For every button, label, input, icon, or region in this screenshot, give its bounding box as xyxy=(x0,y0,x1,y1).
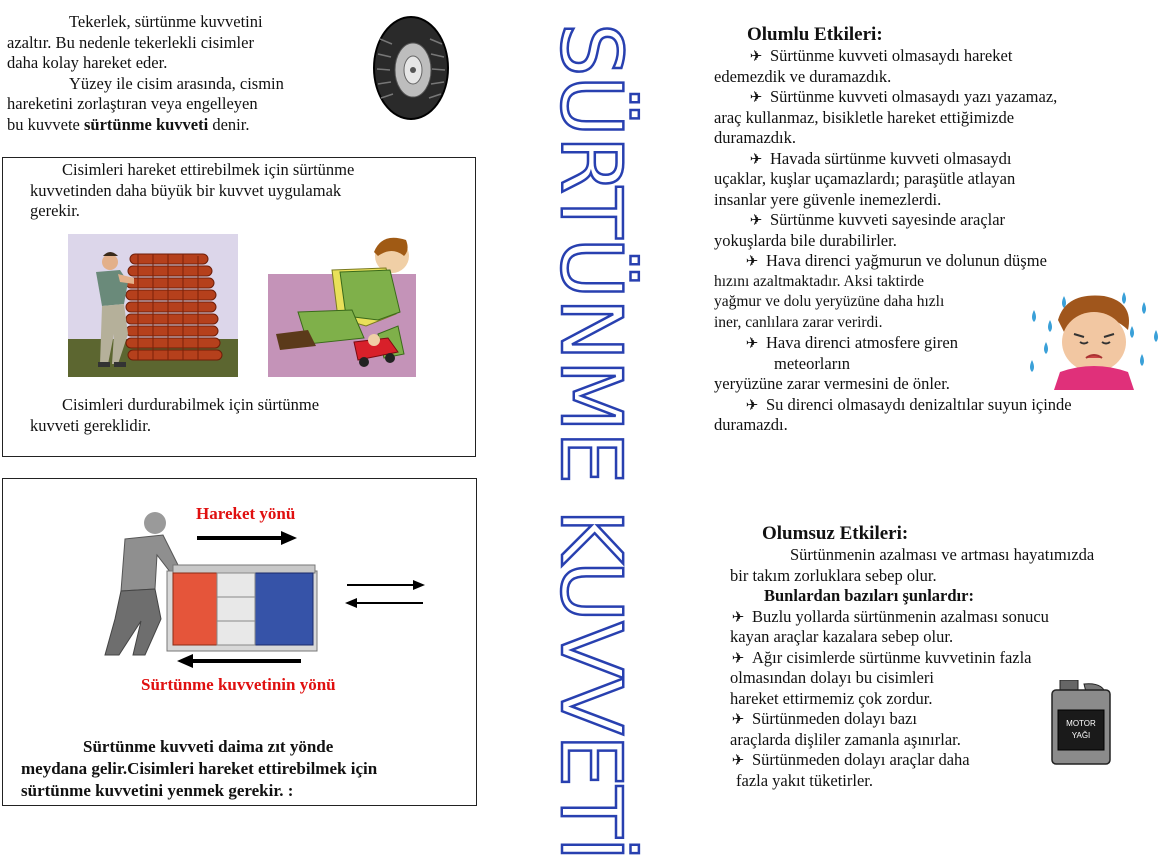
intro-line: azaltır. Bu nedenle tekerlekli cisimler xyxy=(7,32,254,52)
airplane-icon: ✈ xyxy=(745,334,759,352)
airplane-icon: ✈ xyxy=(731,648,745,667)
box-motion-and-stop xyxy=(2,157,476,457)
box1-line: kuvveti gereklidir. xyxy=(30,415,151,435)
airplane-icon: ✈ xyxy=(731,607,745,626)
intro-text xyxy=(7,12,367,135)
intro-line: Yüzey ile cisim arasında, cismin xyxy=(69,73,284,93)
negative-item: ✈ Sürtünmeden dolayı bazı araçlarda dişliler zamanla aşınırlar. xyxy=(730,709,961,749)
negative-item: ✈ Sürtünmeden dolayı araçlar daha fazla yakıt tüketirler. xyxy=(731,750,970,790)
positive-heading: Olumlu Etkileri: xyxy=(747,24,883,45)
child-pushing-toy-car-image xyxy=(268,234,416,377)
intro-line: Tekerlek, sürtünme kuvvetini xyxy=(69,12,263,31)
negative-heading: Olumsuz Etkileri: xyxy=(762,523,909,544)
intro-bold-term: sürtünme kuvveti xyxy=(83,114,209,134)
opposing-arrows-icon xyxy=(343,577,427,611)
positive-item: ✈ Sürtünme kuvveti olmasaydı yazı yazamaz, araç kullanmaz, bisikletle hareket ettiğimizde duramazdık. xyxy=(714,87,1058,147)
positive-item: ✈ Su direnci olmasaydı denizaltılar suyun içinde duramazdı. xyxy=(714,394,1072,434)
box1-bottom-text xyxy=(30,395,470,436)
airplane-icon: ✈ xyxy=(745,395,759,414)
intro-line: daha kolay hareket eder. xyxy=(7,53,168,72)
box1-line: Cisimleri hareket ettirebilmek için sürtünme xyxy=(62,160,355,179)
negative-item: ✈ Ağır cisimlerde sürtünme kuvvetinin fazla olmasından dolayı bu cisimleri hareket ettirmemiz çok zordur. xyxy=(730,647,1032,708)
box2-line: sürtünme kuvvetini yenmek gerekir. : xyxy=(21,781,294,800)
negative-intro-line: bir takım zorluklara sebep olur. xyxy=(730,565,937,585)
box1-top-text xyxy=(30,160,470,222)
oil-label-line2: YAĞI xyxy=(1071,731,1091,740)
friction-arrow xyxy=(177,653,301,669)
positive-item: ✈ Hava direnci atmosfere giren meteorların yeryüzüne zarar vermesini de önler. xyxy=(714,333,958,393)
positive-item: ✈ Hava direnci yağmurun ve dolunun düşme hızını azaltmaktadır. Aksi taktirde yağmur ve dolu yeryüzüne daha hızlı iner, canlılara zarar verirdi. xyxy=(714,251,1047,331)
negative-item: ✈ Buzlu yollarda sürtünmenin azalması sonucu kayan araçlar kazalara sebep olur. xyxy=(730,606,1049,646)
movement-direction-label: Hareket yönü xyxy=(196,504,296,523)
man-pushing-cabinet-image xyxy=(75,509,330,659)
airplane-icon: ✈ xyxy=(749,88,763,106)
box2-line: Sürtünme kuvveti daima zıt yönde xyxy=(83,737,334,756)
box1-line: Cisimleri durdurabilmek için sürtünme xyxy=(62,395,320,414)
airplane-icon: ✈ xyxy=(749,149,763,168)
child-in-rain-image xyxy=(1024,290,1164,390)
intro-suffix: denir. xyxy=(208,114,250,134)
box1-line: gerekir. xyxy=(30,201,80,220)
oil-label-line1: MOTOR xyxy=(1066,719,1096,728)
airplane-icon: ✈ xyxy=(749,211,763,229)
motor-oil-can-image xyxy=(1048,680,1114,766)
friction-direction-label: Sürtünme kuvvetinin yönü xyxy=(141,675,336,694)
positive-item: ✈ Sürtünme kuvveti olmasaydı hareket edemezdik ve duramazdık. xyxy=(714,46,1013,86)
positive-item: ✈ Havada sürtünme kuvveti olmasaydı uçaklar, kuşlar uçamazlardı; paraşütle atlayan insanlar yere güvenle inemezlerdi. xyxy=(714,148,1016,209)
intro-prefix: bu kuvvete xyxy=(7,114,84,134)
box2-bottom-text xyxy=(21,736,471,802)
tire-image xyxy=(370,14,452,122)
box1-line: kuvvetinden daha büyük bir kuvvet uygulamak xyxy=(30,180,342,200)
airplane-icon: ✈ xyxy=(731,751,745,769)
airplane-icon: ✈ xyxy=(731,710,745,728)
intro-line xyxy=(7,115,367,136)
vertical-title xyxy=(542,23,640,860)
vertical-title-text: SÜRTÜNME KUVVETİ xyxy=(542,23,640,860)
negative-intro-line: Sürtünmenin azalması ve artması hayatımızda xyxy=(790,545,1095,564)
intro-line: hareketini zorlaştıran veya engelleyen xyxy=(7,94,258,113)
airplane-icon: ✈ xyxy=(749,47,763,65)
box-opposite-direction xyxy=(2,478,477,806)
airplane-icon: ✈ xyxy=(745,252,759,270)
box2-line: meydana gelir.Cisimleri hareket ettirebilmek için xyxy=(21,759,378,778)
man-pushing-logs-image xyxy=(68,234,238,377)
negative-subheading: Bunlardan bazıları şunlardır: xyxy=(764,586,974,605)
positive-item: ✈ Sürtünme kuvveti sayesinde araçlar yokuşlarda bile durabilirler. xyxy=(714,210,1006,250)
